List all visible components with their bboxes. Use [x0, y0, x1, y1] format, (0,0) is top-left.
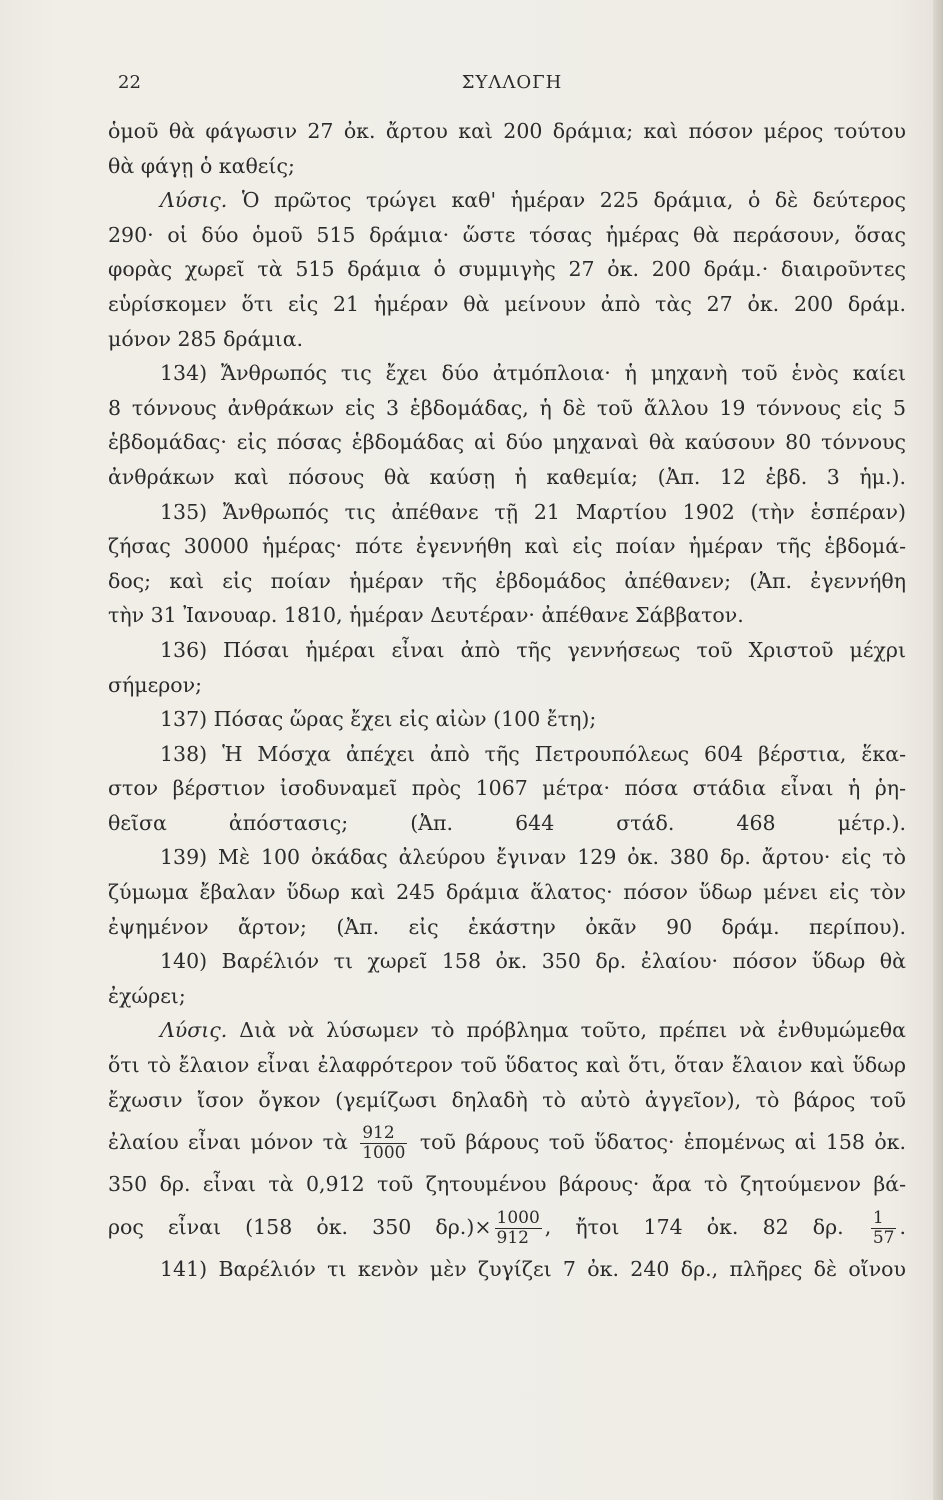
fraction	[871, 1209, 897, 1248]
fraction-numerator: 1	[871, 1209, 897, 1229]
text-line: ἀνθράκων καὶ πόσους θὰ καύσῃ ἡ καθεμία; (Ἀπ. 12 ἑβδ. 3 ἡμ.).	[108, 464, 906, 489]
fraction-numerator: 912	[360, 1124, 407, 1144]
text-span: τοῦ βάρους τοῦ ὕδατος· ἑπομένως αἱ 158 ὀκ.	[419, 1130, 906, 1155]
text-line: 290· οἱ δύο ὁμοῦ 515 δράμια· ὥστε τόσας ἡμέρας θὰ περάσουν, ὅσας	[108, 222, 906, 247]
text-span: Διὰ νὰ λύσωμεν τὸ πρόβλημα τοῦτο, πρέπει νὰ ἐνθυμώμεθα	[227, 1018, 906, 1043]
fraction-denominator: 912	[496, 1227, 529, 1248]
problem-134: 134) Ἄνθρωπός τις ἔχει δύο ἀτμόπλοια· ἡ μηχανὴ τοῦ ἑνὸς καίει	[160, 361, 906, 386]
problem-140: 140) Βαρέλιόν τι χωρεῖ 158 ὀκ. 350 δρ. ἐλαίου· πόσον ὕδωρ θὰ	[160, 949, 906, 974]
problem-137: 137) Πόσας ὥρας ἔχει εἰς αἰὼν (100 ἔτη);	[160, 707, 597, 732]
text-span: , ἤτοι 174 ὀκ. 82 δρ.	[544, 1214, 844, 1239]
text-line: ὁμοῦ θὰ φάγωσιν 27 ὀκ. ἄρτου καὶ 200 δράμια; καὶ πόσον μέρος τούτου	[108, 119, 906, 143]
text-line: ζύμωμα ἔβαλαν ὕδωρ καὶ 245 δράμια ἅλατος· πόσον ὕδωρ μένει εἰς τὸν	[108, 880, 906, 905]
problem-141: 141) Βαρέλιόν τι κενὸν μὲν ζυγίζει 7 ὀκ. 240 δρ., πλῆρες δὲ οἴνου	[160, 1256, 906, 1281]
text-line: θὰ φάγῃ ὁ καθείς;	[108, 153, 295, 178]
problem-135: 135) Ἄνθρωπός τις ἀπέθανε τῇ 21 Μαρτίου 1902 (τὴν ἑσπέραν)	[160, 499, 906, 524]
text-line: ἔχωσιν ἴσον ὄγκον (γεμίζωσι δηλαδὴ τὸ αὐτὸ ἀγγεῖον), τὸ βάρος τοῦ	[108, 1087, 906, 1112]
text-line: ἑβδομάδας· εἰς πόσας ἑβδομάδας αἱ δύο μηχαναὶ θὰ καύσουν 80 τόννους	[108, 430, 906, 455]
text-line: στον βέρστιον ἰσοδυναμεῖ πρὸς 1067 μέτρα· πόσα στάδια εἶναι ἡ ῥη-	[108, 776, 906, 801]
body-text	[108, 114, 906, 1286]
text-line: 350 δρ. εἶναι τὰ 0,912 τοῦ ζητουμένου βάρους· ἄρα τὸ ζητούμενον βά-	[108, 1172, 906, 1197]
problem-139: 139) Μὲ 100 ὀκάδας ἀλεύρου ἔγιναν 129 ὀκ. 380 δρ. ἄρτου· εἰς τὸ	[160, 845, 906, 870]
text-line: σήμερον;	[108, 672, 202, 697]
problem-136: 136) Πόσαι ἡμέραι εἶναι ἀπὸ τῆς γεννήσεως τοῦ Χριστοῦ μέχρι	[160, 637, 906, 662]
fraction-denominator: 1000	[362, 1143, 406, 1164]
solution-label: Λύσις.	[160, 188, 228, 213]
text-line	[108, 183, 906, 218]
page-header	[118, 72, 906, 98]
text-line: ζήσας 30000 ἡμέρας· πότε ἐγεννήθη καὶ εἰς ποίαν ἡμέραν τῆς ἑβδομά-	[108, 534, 906, 559]
text-span: ἐλαίου εἶναι μόνον τὰ	[108, 1130, 348, 1155]
text-line: φορὰς χωρεῖ τὰ 515 δράμια ὁ συμμιγὴς 27 ὀκ. 200 δράμ.· διαιροῦντες	[108, 257, 906, 282]
page-edge-shadow	[933, 0, 943, 1500]
fraction	[495, 1209, 542, 1248]
text-line: εὑρίσκομεν ὅτι εἰς 21 ἡμέραν θὰ μείνουν ἀπὸ τὰς 27 ὀκ. 200 δράμ.	[108, 291, 906, 316]
text-line: μόνον 285 δράμια.	[108, 326, 304, 351]
text-line: ἐχώρει;	[108, 983, 186, 1008]
text-line-with-fraction	[108, 1117, 906, 1167]
running-title: ΣΥΛΛΟΓΗ	[461, 72, 563, 93]
text-line: δος; καὶ εἰς ποίαν ἡμέραν τῆς ἑβδομάδος ἀπέθανεν; (Ἀπ. ἐγεννήθη	[108, 568, 906, 593]
text-line: τὴν 31 Ἰανουαρ. 1810, ἡμέραν Δευτέραν· ἀπέθανε Σάββατον.	[108, 603, 744, 628]
page-number: 22	[118, 72, 141, 93]
problem-138: 138) Ἡ Μόσχα ἀπέχει ἀπὸ τῆς Πετρουπόλεως 604 βέρστια, ἕκα-	[160, 741, 906, 766]
text-span: ρος εἶναι (158 ὀκ. 350 δρ.)×	[108, 1214, 492, 1239]
text-span: .	[899, 1214, 906, 1239]
text-line: ἐψημένον ἄρτον; (Ἀπ. εἰς ἑκάστην ὀκᾶν 90 δράμ. περίπου).	[108, 914, 906, 939]
solution-label: Λύσις.	[160, 1018, 228, 1043]
text-span: Ὁ πρῶτος τρώγει καθ' ἡμέραν 225 δράμια, ὁ δὲ δεύτερος	[227, 188, 906, 213]
text-line: θεῖσα ἀπόστασις; (Ἀπ. 644 στάδ. 468 μέτρ.).	[108, 810, 906, 835]
text-line: 8 τόννους ἀνθράκων εἰς 3 ἑβδομάδας, ἡ δὲ τοῦ ἄλλου 19 τόννους εἰς 5	[108, 395, 906, 420]
fraction-numerator: 1000	[496, 1207, 540, 1228]
text-line	[108, 1013, 906, 1048]
text-line-with-fraction	[108, 1202, 906, 1252]
text-line: ὅτι τὸ ἔλαιον εἶναι ἐλαφρότερον τοῦ ὕδατος καὶ ὅτι, ὅταν ἔλαιον καὶ ὕδωρ	[108, 1053, 906, 1078]
fraction	[360, 1124, 407, 1163]
fraction-denominator: 57	[872, 1227, 895, 1248]
